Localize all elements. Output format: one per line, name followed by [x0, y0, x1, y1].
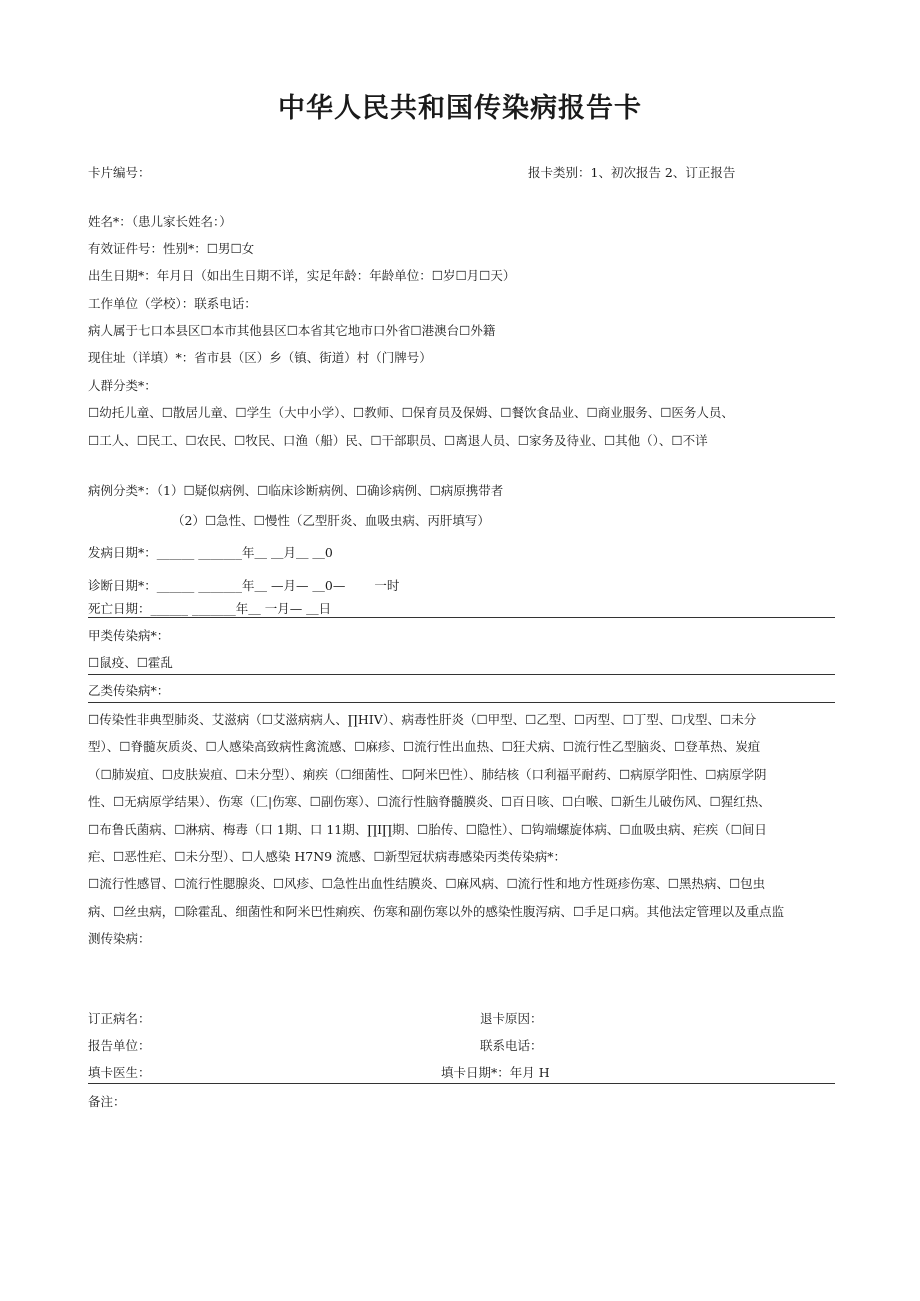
- death-date-field[interactable]: 死亡日期：______ _______年＿ 一月— ＿日: [88, 601, 332, 616]
- class-c-line[interactable]: 病、☐丝虫病，☐除霍乱、细菌性和阿米巴性痢疾、伤寒和副伤寒以外的感染性腹泻病、☐手足口病。其他法定管理以及重点监: [88, 904, 785, 919]
- return-reason-field[interactable]: 退卡原因：: [480, 1011, 543, 1026]
- class-a-options[interactable]: ☐鼠疫、☐霍乱: [88, 655, 173, 670]
- class-b-line[interactable]: （☐肺炭疽、☐皮肤炭疽、☐未分型）、痢疾（☐细菌性、☐阿米巴性）、肺结核（口利福平耐药、☐病原学阳性、☐病原学阴: [88, 767, 767, 782]
- report-unit-field[interactable]: 报告单位：: [88, 1038, 151, 1053]
- class-b-label: 乙类传染病*：: [88, 683, 170, 698]
- address-field[interactable]: 现住址（详填）*：省市县（区）乡（镇、街道）村（门牌号）: [88, 350, 432, 365]
- revised-disease-field[interactable]: 订正病名：: [88, 1011, 151, 1026]
- card-type-field[interactable]: 报卡类别：1、初次报告 2、订正报告: [528, 165, 736, 180]
- patient-belong-field[interactable]: 病人属于七口本县区☐本市其他县区☐本省其它地市口外省☐港澳台☐外籍: [88, 323, 496, 338]
- divider: [88, 702, 835, 703]
- divider: [88, 617, 835, 618]
- class-b-line[interactable]: 疟、☐恶性疟、☐未分型）、☐人感染 H7N9 流感、☐新型冠状病毒感染丙类传染病*：: [88, 849, 567, 864]
- other-diseases-line[interactable]: 测传染病：: [88, 931, 151, 946]
- case-class-2[interactable]: （2）☐急性、☐慢性（乙型肝炎、血吸虫病、丙肝填写）: [172, 513, 490, 528]
- fill-date-field[interactable]: 填卡日期*：年月 H: [441, 1065, 550, 1080]
- card-number-field[interactable]: 卡片编号：: [88, 165, 151, 180]
- class-b-line[interactable]: 型）、☐脊髓灰质炎、☐人感染高致病性禽流感、☐麻疹、☐流行性出血热、☐狂犬病、☐流行性乙型脑炎、☐登革热、炭疽: [88, 739, 761, 754]
- remark-field[interactable]: 备注：: [88, 1094, 126, 1109]
- class-b-line[interactable]: 性、☐无病原学结果）、伤寒（匚|伤寒、☐副伤寒）、☐流行性脑脊髓膜炎、☐百日咳、☐白喉、☐新生儿破伤风、☐猩红热、: [88, 794, 771, 809]
- work-unit-field[interactable]: 工作单位（学校）：联系电话：: [88, 296, 257, 311]
- contact-phone-field[interactable]: 联系电话：: [480, 1038, 543, 1053]
- population-options-1[interactable]: ☐幼托儿童、☐散居儿童、☐学生（大中小学）、☐教师、☐保育员及保姆、☐餐饮食品业、☐商业服务、☐医务人员、: [88, 405, 734, 420]
- onset-date-field[interactable]: 发病日期*：______ _______年＿ ＿月＿ ＿0: [88, 545, 333, 560]
- class-b-line[interactable]: ☐布鲁氏菌病、☐淋病、梅毒（口 1期、口 11期、∏I∏期、☐胎传、☐隐性）、☐钩端螺旋体病、☐血吸虫病、疟疾（☐间日: [88, 822, 767, 837]
- divider: [88, 1083, 835, 1084]
- population-label: 人群分类*：: [88, 378, 157, 393]
- class-c-line[interactable]: ☐流行性感冒、☐流行性腮腺炎、☐风疹、☐急性出血性结膜炎、☐麻风病、☐流行性和地方性斑疹伤寒、☐黑热病、☐包虫: [88, 876, 766, 891]
- name-field[interactable]: 姓名*：（患儿家长姓名：）: [88, 214, 232, 229]
- population-options-2[interactable]: ☐工人、☐民工、☐农民、☐牧民、口渔（船）民、☐干部职员、☐离退人员、☐家务及待业、☐其他（）、☐不详: [88, 433, 708, 448]
- birth-date-field[interactable]: 出生日期*：年月日（如出生日期不详，实足年龄：年龄单位：☐岁☐月☐天）: [88, 268, 516, 283]
- form-title: 中华人民共和国传染病报告卡: [278, 93, 642, 124]
- id-sex-field[interactable]: 有效证件号：性别*：☐男☐女: [88, 241, 255, 256]
- class-a-label: 甲类传染病*：: [88, 628, 170, 643]
- divider: [88, 674, 835, 675]
- class-b-line[interactable]: ☐传染性非典型肺炎、艾滋病（☐艾滋病病人、∏HIV）、病毒性肝炎（☐甲型、☐乙型、☐丙型、☐丁型、☐戊型、☐未分: [88, 712, 757, 727]
- doctor-field[interactable]: 填卡医生：: [88, 1065, 151, 1080]
- diagnosis-date-field[interactable]: 诊断日期*：______ _______年＿ —月— ＿0— 一时: [88, 578, 400, 593]
- case-class-1[interactable]: 病例分类*：（1）☐疑似病例、☐临床诊断病例、☐确诊病例、☐病原携带者: [88, 483, 504, 498]
